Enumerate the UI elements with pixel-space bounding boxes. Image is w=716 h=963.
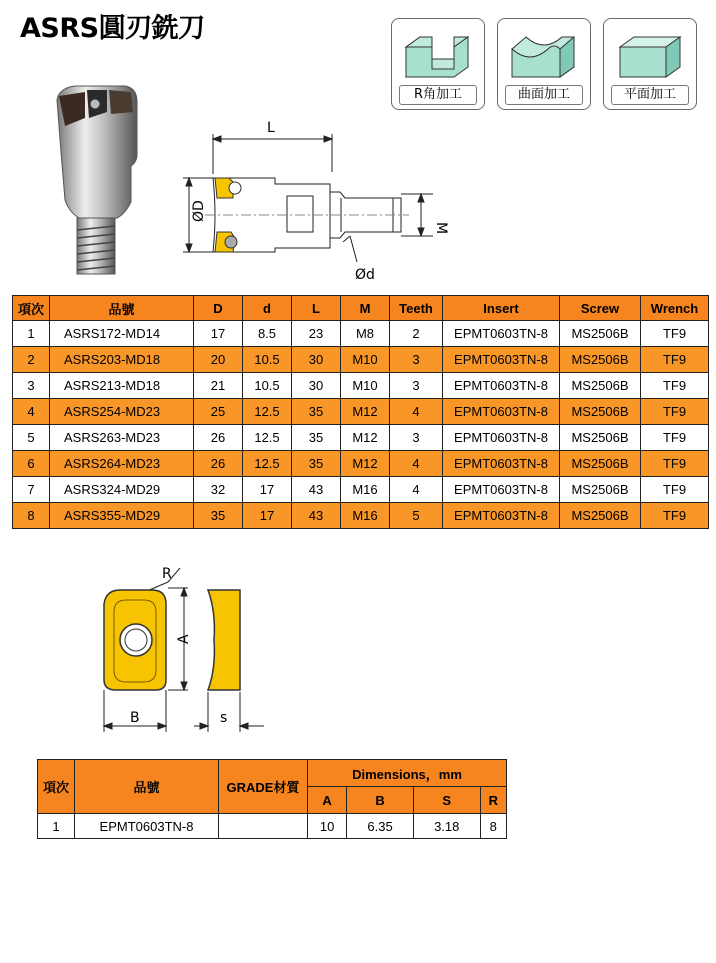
cell: M16	[341, 477, 390, 503]
cell: EPMT0603TN-8	[443, 451, 560, 477]
cutter-drawing	[175, 112, 455, 287]
cell: 6	[13, 451, 50, 477]
cell: MS2506B	[560, 321, 641, 347]
cell: 2	[390, 321, 443, 347]
cell: 17	[243, 503, 292, 529]
cell: EPMT0603TN-8	[443, 399, 560, 425]
insert-drawing	[90, 558, 270, 738]
col-header: Screw	[560, 296, 641, 321]
cell: TF9	[641, 451, 709, 477]
cell: 8	[480, 814, 506, 839]
cell: 8.5	[243, 321, 292, 347]
cell: EPMT0603TN-8	[443, 477, 560, 503]
col-header: D	[194, 296, 243, 321]
cell: 30	[292, 373, 341, 399]
table-row	[38, 814, 507, 839]
curved-surface-card	[497, 18, 591, 110]
cell: ASRS254-MD23	[50, 399, 194, 425]
col-header: A	[308, 787, 347, 814]
r-corner-label: R角加工	[399, 85, 477, 105]
cell: 43	[292, 477, 341, 503]
cell: 5	[13, 425, 50, 451]
dim-L-label: L	[267, 120, 275, 136]
cell: 1	[38, 814, 75, 839]
dim-D-label: ØD	[191, 200, 207, 222]
cell: 21	[194, 373, 243, 399]
cell: ASRS203-MD18	[50, 347, 194, 373]
r-corner-card	[391, 18, 485, 110]
cell: M12	[341, 399, 390, 425]
cell: 10.5	[243, 347, 292, 373]
tool-spec-table	[12, 295, 709, 529]
cell: 4	[390, 451, 443, 477]
cell: 35	[292, 451, 341, 477]
cell: ASRS324-MD29	[50, 477, 194, 503]
cell: 25	[194, 399, 243, 425]
cell: 10	[308, 814, 347, 839]
cell: 12.5	[243, 399, 292, 425]
cell: EPMT0603TN-8	[443, 373, 560, 399]
cell: M12	[341, 451, 390, 477]
cell: 26	[194, 425, 243, 451]
cell: 32	[194, 477, 243, 503]
col-header: M	[341, 296, 390, 321]
table-row	[13, 425, 709, 451]
cell: 5	[390, 503, 443, 529]
cell: 2	[13, 347, 50, 373]
cell: 3	[13, 373, 50, 399]
flat-surface-card	[603, 18, 697, 110]
col-header: Dimensions，mm	[308, 760, 507, 787]
cell: ASRS355-MD29	[50, 503, 194, 529]
cell: 4	[390, 477, 443, 503]
col-header: B	[347, 787, 414, 814]
cell: TF9	[641, 399, 709, 425]
cell: MS2506B	[560, 347, 641, 373]
cell: 8	[13, 503, 50, 529]
col-header: Insert	[443, 296, 560, 321]
cell: MS2506B	[560, 425, 641, 451]
cell: ASRS263-MD23	[50, 425, 194, 451]
cell: TF9	[641, 321, 709, 347]
dim-B-label: B	[130, 710, 140, 726]
cell: MS2506B	[560, 477, 641, 503]
dim-M-label: M	[433, 222, 449, 235]
col-header: Teeth	[390, 296, 443, 321]
cell: 3	[390, 425, 443, 451]
insert-spec-table	[37, 759, 507, 839]
cell: 4	[390, 399, 443, 425]
cell: 35	[292, 399, 341, 425]
cell: EPMT0603TN-8	[443, 321, 560, 347]
dim-A-label: A	[176, 634, 192, 644]
cell: 17	[194, 321, 243, 347]
col-header: R	[480, 787, 506, 814]
cell: 23	[292, 321, 341, 347]
table-row	[13, 347, 709, 373]
tool-photo	[45, 82, 145, 282]
cell: ASRS264-MD23	[50, 451, 194, 477]
cell: ASRS172-MD14	[50, 321, 194, 347]
table-row	[13, 373, 709, 399]
cell: EPMT0603TN-8	[443, 347, 560, 373]
cell: TF9	[641, 347, 709, 373]
cell: TF9	[641, 503, 709, 529]
cell: ASRS213-MD18	[50, 373, 194, 399]
table-row	[13, 477, 709, 503]
cell: 3.18	[413, 814, 480, 839]
cell: 26	[194, 451, 243, 477]
dim-d-label: Ød	[355, 267, 375, 283]
flat-surface-label: 平面加工	[611, 85, 689, 105]
col-header: Wrench	[641, 296, 709, 321]
cell: 7	[13, 477, 50, 503]
cell: M16	[341, 503, 390, 529]
cell: 3	[390, 373, 443, 399]
cell: 12.5	[243, 451, 292, 477]
dim-s-label: s	[220, 710, 228, 726]
cell: 17	[243, 477, 292, 503]
cell: MS2506B	[560, 503, 641, 529]
cell: 30	[292, 347, 341, 373]
table-row	[13, 451, 709, 477]
cell: M10	[341, 347, 390, 373]
cell: M8	[341, 321, 390, 347]
cell: MS2506B	[560, 451, 641, 477]
col-header: 品號	[75, 760, 219, 814]
cell: 43	[292, 503, 341, 529]
cell: 4	[13, 399, 50, 425]
cell: 35	[194, 503, 243, 529]
cell: TF9	[641, 477, 709, 503]
cell	[219, 814, 308, 839]
col-header: 項次	[13, 296, 50, 321]
col-header: L	[292, 296, 341, 321]
page-title: ASRS圓刃銑刀	[20, 13, 205, 44]
cell: M10	[341, 373, 390, 399]
cell: 3	[390, 347, 443, 373]
cell: 35	[292, 425, 341, 451]
cell: M12	[341, 425, 390, 451]
dim-R-label: R	[162, 566, 172, 582]
cell: TF9	[641, 373, 709, 399]
table-row	[13, 399, 709, 425]
cell: EPMT0603TN-8	[75, 814, 219, 839]
cell: EPMT0603TN-8	[443, 425, 560, 451]
r-corner-icon	[398, 25, 478, 87]
col-header: d	[243, 296, 292, 321]
cell: 20	[194, 347, 243, 373]
cell: TF9	[641, 425, 709, 451]
col-header: 項次	[38, 760, 75, 814]
cell: MS2506B	[560, 373, 641, 399]
col-header: 品號	[50, 296, 194, 321]
cell: 1	[13, 321, 50, 347]
cell: 6.35	[347, 814, 414, 839]
col-header: S	[413, 787, 480, 814]
curved-surface-label: 曲面加工	[505, 85, 583, 105]
cell: 10.5	[243, 373, 292, 399]
curved-surface-icon	[504, 25, 584, 87]
cell: EPMT0603TN-8	[443, 503, 560, 529]
flat-surface-icon	[610, 25, 690, 87]
table-row	[13, 321, 709, 347]
cell: MS2506B	[560, 399, 641, 425]
table-header-row	[13, 296, 709, 321]
col-header: GRADE材質	[219, 760, 308, 814]
cell: 12.5	[243, 425, 292, 451]
table-row	[13, 503, 709, 529]
